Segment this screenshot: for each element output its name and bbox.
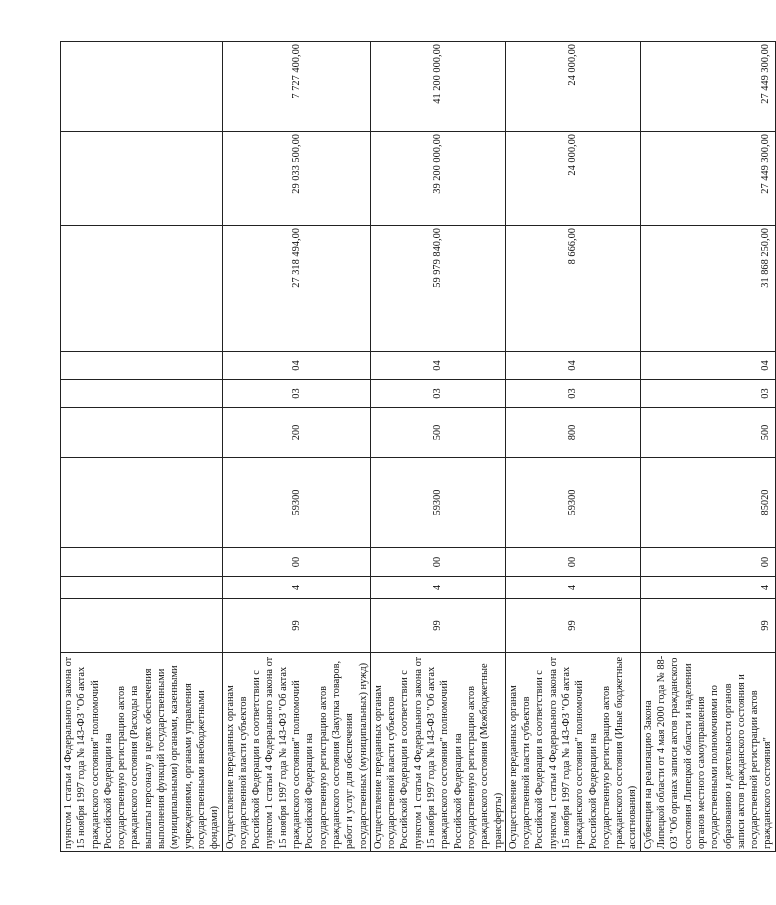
row-0-code-6	[61, 380, 223, 408]
row-1-code-4: 59300	[222, 458, 370, 548]
row-4-code-2: 4	[640, 577, 775, 599]
row-3-value-2: 24 000,00	[505, 132, 640, 226]
row-0-code-3	[61, 548, 223, 577]
table-row	[222, 42, 370, 852]
row-4-value-3: 27 449 300,00	[640, 42, 775, 132]
row-0-code-2	[61, 577, 223, 599]
rotated-budget-table-page	[60, 42, 774, 852]
row-4-code-5: 500	[640, 408, 775, 458]
table-row	[61, 42, 223, 852]
row-3-code-4: 59300	[505, 458, 640, 548]
row-2-code-4: 59300	[370, 458, 505, 548]
table-row	[505, 42, 640, 852]
row-2-value-2: 39 200 000,00	[370, 132, 505, 226]
row-1-code-7: 04	[222, 352, 370, 380]
row-4-value-1: 31 868 250,00	[640, 226, 775, 352]
row-2-name: Осуществление переданных органам государственной власти субъектов Российской Федерации в соответствии с пунктом 1 статьи 4 Федерального закона от 15 ноября 1997 года № 143-ФЗ "Об актах гражданского состояния" полномочий Российской Федерации на государственную регистрацию актов гражданского состояния (Межбюджетные трансферты)	[370, 653, 505, 852]
row-2-value-3: 41 200 000,00	[370, 42, 505, 132]
row-4-value-2: 27 449 300,00	[640, 132, 775, 226]
row-1-name: Осуществление переданных органам государственной власти субъектов Российской Федерации в соответствии с пунктом 1 статьи 4 Федерального закона от 15 ноября 1997 года № 143-ФЗ "Об актах гражданского состояния" полномочий Российской Федерации на государственную регистрацию актов гражданского состояния (Закупка товаров, работ и услуг для обеспечения государственных (муниципальных) нужд)	[222, 653, 370, 852]
row-1-value-2: 29 033 500,00	[222, 132, 370, 226]
row-3-value-1: 8 666,00	[505, 226, 640, 352]
table-row	[640, 42, 775, 852]
row-3-code-3: 00	[505, 548, 640, 577]
row-0-value-1	[61, 226, 223, 352]
row-0-name: пунктом 1 статьи 4 Федерального закона от 15 ноября 1997 года № 143-ФЗ "Об актах гражданского состояния" полномочий Российской Федерации на государственную регистрацию актов гражданского состояния (Расходы на выплаты персоналу в целях обеспечения выполнения функций государственными (муниципальными) органами, казенными учреждениями, органами управления государственными внебюджетными фондами)	[61, 653, 223, 852]
row-4-code-4: 85020	[640, 458, 775, 548]
row-1-value-1: 27 318 494,00	[222, 226, 370, 352]
row-0-value-3	[61, 42, 223, 132]
row-4-name: Субвенция на реализацию Закона Липецкой области от 4 мая 2000 года № 88-ОЗ "Об органах записи актов гражданского состояния Липецкой области и наделении органов местного самоуправления государственными полномочиями по образованию и деятельности органов записи актов гражданского состояния и государственной регистрации актов гражданского состояния"	[640, 653, 775, 852]
row-3-name: Осуществление переданных органам государственной власти субъектов Российской Федерации в соответствии с пунктом 1 статьи 4 Федерального закона от 15 ноября 1997 года № 143-ФЗ "Об актах гражданского состояния" полномочий Российской Федерации на государственную регистрацию актов гражданского состояния (Иные бюджетные ассигнования)	[505, 653, 640, 852]
table-row	[370, 42, 505, 852]
row-1-code-3: 00	[222, 548, 370, 577]
row-3-code-2: 4	[505, 577, 640, 599]
row-2-value-1: 59 979 840,00	[370, 226, 505, 352]
row-4-code-7: 04	[640, 352, 775, 380]
row-2-code-3: 00	[370, 548, 505, 577]
row-2-code-6: 03	[370, 380, 505, 408]
row-4-code-3: 00	[640, 548, 775, 577]
row-2-code-5: 500	[370, 408, 505, 458]
row-2-code-1: 99	[370, 599, 505, 653]
row-1-code-2: 4	[222, 577, 370, 599]
row-3-code-7: 04	[505, 352, 640, 380]
row-0-code-7	[61, 352, 223, 380]
row-0-code-1	[61, 599, 223, 653]
budget-table	[60, 41, 776, 852]
row-4-code-6: 03	[640, 380, 775, 408]
row-1-code-6: 03	[222, 380, 370, 408]
row-3-value-3: 24 000,00	[505, 42, 640, 132]
row-0-code-5	[61, 408, 223, 458]
row-1-code-1: 99	[222, 599, 370, 653]
row-3-code-5: 800	[505, 408, 640, 458]
row-3-code-6: 03	[505, 380, 640, 408]
row-4-code-1: 99	[640, 599, 775, 653]
row-3-code-1: 99	[505, 599, 640, 653]
row-1-value-3: 7 727 400,00	[222, 42, 370, 132]
row-2-code-7: 04	[370, 352, 505, 380]
row-0-code-4	[61, 458, 223, 548]
row-0-value-2	[61, 132, 223, 226]
row-1-code-5: 200	[222, 408, 370, 458]
row-2-code-2: 4	[370, 577, 505, 599]
